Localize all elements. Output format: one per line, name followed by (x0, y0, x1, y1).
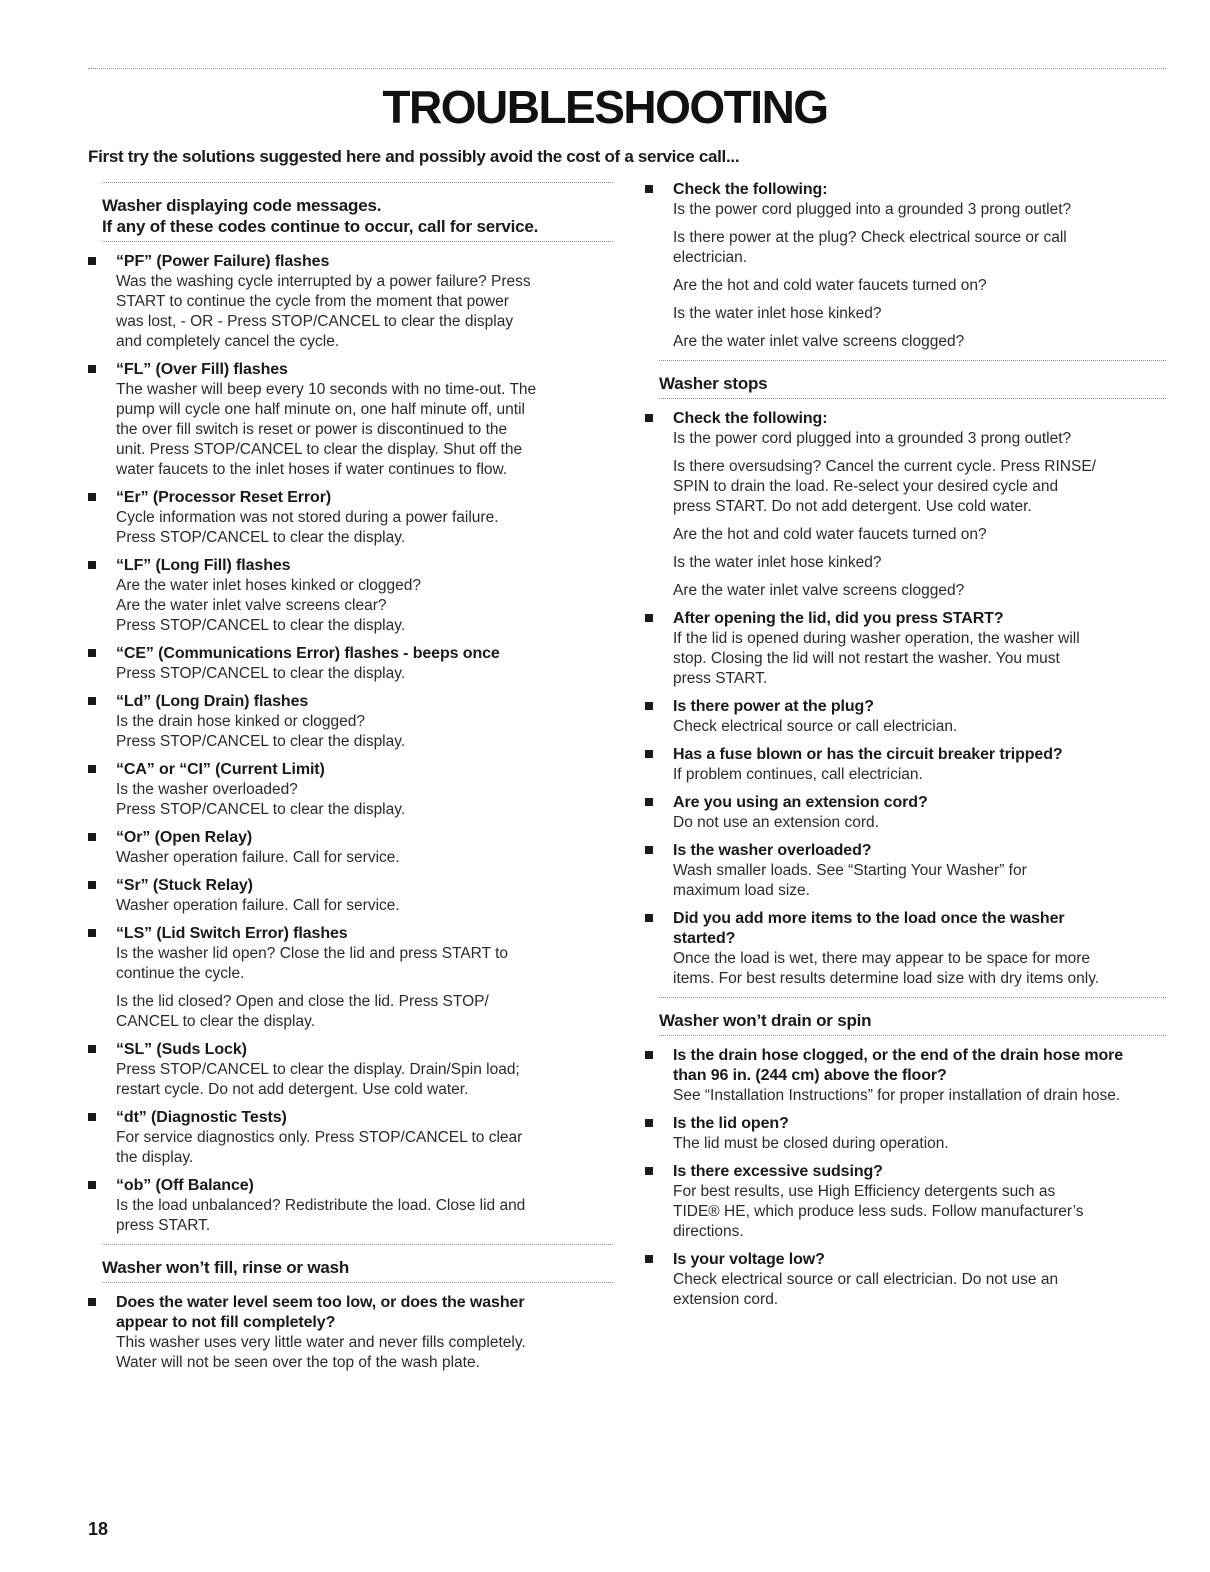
item-title: appear to not fill completely? (116, 1314, 336, 1331)
item-text-line: Is the washer lid open? Close the lid and press START to (116, 945, 509, 962)
section-heading: If any of these codes continue to occur, call for service. (102, 217, 539, 236)
item-paragraph (116, 780, 613, 820)
item-title: “Ld” (Long Drain) flashes (116, 693, 309, 710)
item-text-line: Is the power cord plugged into a grounded 3 prong outlet? (673, 201, 1072, 218)
item-text-line: START to continue the cycle from the moment that power (116, 293, 509, 310)
divider (659, 1035, 1166, 1036)
bullet-square-icon (88, 649, 96, 657)
item-text-line: Is the power cord plugged into a grounded 3 prong outlet? (673, 430, 1072, 447)
item-text-line: SPIN to drain the load. Re-select your desired cycle and (673, 478, 1059, 495)
left-column (88, 182, 613, 1381)
divider (659, 360, 1166, 361)
item-title: “Er” (Processor Reset Error) (116, 489, 332, 506)
item-paragraph (673, 1086, 1166, 1106)
item-paragraph (673, 861, 1166, 901)
item-text-line: water faucets to the inlet hoses if water continues to flow. (116, 461, 508, 478)
bullet-square-icon (88, 765, 96, 773)
item-text-line: For service diagnostics only. Press STOP/CANCEL to clear (116, 1129, 523, 1146)
list-item (645, 909, 1166, 989)
section-header (645, 997, 1166, 1036)
item-text-line: Are the water inlet hoses kinked or clogged? (116, 577, 422, 594)
item-text-line: For best results, use High Efficiency detergents such as (673, 1183, 1056, 1200)
item-paragraph (673, 304, 1166, 324)
section-heading: Washer stops (659, 374, 768, 393)
item-text-line: Is there oversudsing? Cancel the current cycle. Press RINSE/ (673, 458, 1096, 475)
item-text-line: Was the washing cycle interrupted by a power failure? Press (116, 273, 531, 290)
item-paragraph (673, 200, 1166, 220)
item-paragraph (116, 1128, 613, 1168)
item-text-line: Are the hot and cold water faucets turned on? (673, 526, 987, 543)
item-paragraph (673, 457, 1166, 517)
list-item (645, 697, 1166, 737)
list-item (88, 828, 613, 868)
item-paragraph (673, 1134, 1166, 1154)
bullet-square-icon (645, 1119, 653, 1127)
list-item (645, 180, 1166, 352)
item-text-line: maximum load size. (673, 882, 810, 899)
bullet-square-icon (88, 833, 96, 841)
divider (102, 1282, 613, 1283)
bullet-square-icon (88, 1045, 96, 1053)
item-text-line: Once the load is wet, there may appear to be space for more (673, 950, 1091, 967)
bullet-square-icon (645, 798, 653, 806)
divider (102, 182, 613, 183)
item-paragraph (116, 1333, 613, 1373)
bullet-square-icon (88, 561, 96, 569)
item-text-line: Water will not be seen over the top of the wash plate. (116, 1354, 480, 1371)
section-heading: Washer won’t drain or spin (659, 1011, 872, 1030)
page-number: 18 (88, 1519, 109, 1539)
list-item (88, 692, 613, 752)
bullet-square-icon (645, 750, 653, 758)
item-text-line: unit. Press STOP/CANCEL to clear the display. Shut off the (116, 441, 523, 458)
list-item (645, 745, 1166, 785)
item-title: Check the following: (673, 181, 828, 198)
bullet-square-icon (645, 1167, 653, 1175)
item-paragraph (673, 765, 1166, 785)
bullet-square-icon (645, 1051, 653, 1059)
list-item (88, 1293, 613, 1373)
list-item (645, 793, 1166, 833)
item-text-line: directions. (673, 1223, 744, 1240)
bullet-square-icon (88, 697, 96, 705)
item-text-line: Press STOP/CANCEL to clear the display. Drain/Spin load; (116, 1061, 520, 1078)
list-item (88, 252, 613, 352)
item-text-line: CANCEL to clear the display. (116, 1013, 316, 1030)
list-item (88, 876, 613, 916)
bullet-square-icon (88, 1181, 96, 1189)
item-text-line: press START. (116, 1217, 211, 1234)
divider (659, 997, 1166, 998)
item-title: “SL” (Suds Lock) (116, 1041, 247, 1058)
bullet-square-icon (645, 846, 653, 854)
item-paragraph (673, 228, 1166, 268)
item-text-line: If the lid is opened during washer operation, the washer will (673, 630, 1080, 647)
item-text-line: Are the water inlet valve screens clear? (116, 597, 387, 614)
item-text-line: stop. Closing the lid will not restart the washer. You must (673, 650, 1060, 667)
item-text-line: continue the cycle. (116, 965, 245, 982)
item-text-line: Press STOP/CANCEL to clear the display. (116, 617, 406, 634)
item-title: “Or” (Open Relay) (116, 829, 253, 846)
item-text-line: Press STOP/CANCEL to clear the display. (116, 801, 406, 818)
list-item (645, 409, 1166, 601)
item-title: Check the following: (673, 410, 828, 427)
list-item (645, 1114, 1166, 1154)
item-text-line: pump will cycle one half minute on, one half minute off, until (116, 401, 525, 418)
divider (102, 1244, 613, 1245)
item-text-line: Are the water inlet valve screens clogged? (673, 582, 965, 599)
item-text-line: Do not use an extension cord. (673, 814, 879, 831)
item-text-line: Check electrical source or call electrician. Do not use an (673, 1271, 1059, 1288)
bullet-square-icon (88, 365, 96, 373)
list-item (88, 1108, 613, 1168)
item-paragraph (673, 813, 1166, 833)
list-item (88, 1040, 613, 1100)
page-title: TROUBLESHOOTING (382, 81, 828, 133)
list-item (88, 556, 613, 636)
item-text-line: See “Installation Instructions” for proper installation of drain hose. (673, 1087, 1121, 1104)
item-text-line: Is the drain hose kinked or clogged? (116, 713, 366, 730)
item-paragraph (116, 664, 613, 684)
section-header (645, 360, 1166, 399)
section-heading: Washer displaying code messages. (102, 196, 382, 215)
item-paragraph (116, 896, 613, 916)
item-paragraph (116, 508, 613, 548)
bullet-square-icon (88, 1298, 96, 1306)
item-text-line: Is there power at the plug? Check electrical source or call (673, 229, 1067, 246)
bullet-square-icon (645, 414, 653, 422)
item-text-line: Press STOP/CANCEL to clear the display. (116, 529, 406, 546)
item-title: Is the lid open? (673, 1115, 789, 1132)
item-text-line: Are the hot and cold water faucets turned on? (673, 277, 987, 294)
right-column (645, 180, 1166, 1318)
top-rule (88, 68, 1166, 69)
item-text-line: Washer operation failure. Call for service. (116, 897, 400, 914)
item-paragraph (116, 712, 613, 752)
item-title: Does the water level seem too low, or does the washer (116, 1294, 525, 1311)
bullet-square-icon (88, 929, 96, 937)
bullet-square-icon (88, 881, 96, 889)
item-title: Is the drain hose clogged, or the end of the drain hose more (673, 1047, 1124, 1064)
item-title: than 96 in. (244 cm) above the floor? (673, 1067, 947, 1084)
list-item (88, 760, 613, 820)
bullet-square-icon (88, 493, 96, 501)
bullet-square-icon (645, 185, 653, 193)
item-paragraph (673, 276, 1166, 296)
item-text-line: items. For best results determine load size with dry items only. (673, 970, 1100, 987)
list-item (645, 841, 1166, 901)
list-item (645, 1250, 1166, 1310)
item-title: “LS” (Lid Switch Error) flashes (116, 925, 348, 942)
item-text-line: Are the water inlet valve screens clogged? (673, 333, 965, 350)
item-title: Are you using an extension cord? (673, 794, 928, 811)
item-paragraph (673, 629, 1166, 689)
item-text-line: Press STOP/CANCEL to clear the display. (116, 665, 406, 682)
bullet-square-icon (645, 614, 653, 622)
item-text-line: press START. Do not add detergent. Use cold water. (673, 498, 1032, 515)
item-title: “PF” (Power Failure) flashes (116, 253, 330, 270)
item-paragraph (673, 717, 1166, 737)
item-text-line: Is the washer overloaded? (116, 781, 298, 798)
bullet-square-icon (88, 257, 96, 265)
item-text-line: restart cycle. Do not add detergent. Use cold water. (116, 1081, 469, 1098)
item-title: Is your voltage low? (673, 1251, 825, 1268)
bullet-square-icon (645, 1255, 653, 1263)
item-text-line: The washer will beep every 10 seconds with no time-out. The (116, 381, 537, 398)
item-paragraph (673, 553, 1166, 573)
item-title: Is the washer overloaded? (673, 842, 872, 859)
item-paragraph (116, 380, 613, 480)
item-text-line: Is the water inlet hose kinked? (673, 305, 882, 322)
item-text-line: The lid must be closed during operation. (673, 1135, 949, 1152)
item-text-line: Is the water inlet hose kinked? (673, 554, 882, 571)
list-item (88, 1176, 613, 1236)
divider (102, 241, 613, 242)
item-title: “dt” (Diagnostic Tests) (116, 1109, 287, 1126)
list-item (88, 488, 613, 548)
item-text-line: press START. (673, 670, 768, 687)
item-title: “LF” (Long Fill) flashes (116, 557, 291, 574)
item-title: Did you add more items to the load once the washer (673, 910, 1065, 927)
item-text-line: Cycle information was not stored during a power failure. (116, 509, 499, 526)
item-title: Has a fuse blown or has the circuit breaker tripped? (673, 746, 1063, 763)
bullet-square-icon (88, 1113, 96, 1121)
item-paragraph (116, 1196, 613, 1236)
item-title: started? (673, 930, 736, 947)
item-title: “FL” (Over Fill) flashes (116, 361, 288, 378)
item-title: “CE” (Communications Error) flashes - beeps once (116, 645, 500, 662)
item-text-line: and completely cancel the cycle. (116, 333, 340, 350)
item-title: After opening the lid, did you press START? (673, 610, 1004, 627)
item-paragraph (116, 272, 613, 352)
list-item (645, 609, 1166, 689)
item-title: “CA” or “CI” (Current Limit) (116, 761, 325, 778)
item-text-line: TIDE® HE, which produce less suds. Follow manufacturer’s (673, 1203, 1084, 1220)
list-item (645, 1162, 1166, 1242)
item-paragraph (673, 1182, 1166, 1242)
item-paragraph (116, 1060, 613, 1100)
item-text-line: Is the lid closed? Open and close the lid. Press STOP/ (116, 993, 489, 1010)
item-text-line: Check electrical source or call electrician. (673, 718, 958, 735)
section-heading: Washer won’t fill, rinse or wash (102, 1258, 350, 1277)
item-title: Is there power at the plug? (673, 698, 874, 715)
item-paragraph (673, 581, 1166, 601)
item-title: “ob” (Off Balance) (116, 1177, 254, 1194)
item-text-line: Is the load unbalanced? Redistribute the load. Close lid and (116, 1197, 526, 1214)
item-text-line: the over fill switch is reset or power is discontinued to the (116, 421, 508, 438)
list-item (88, 644, 613, 684)
item-paragraph (116, 944, 613, 984)
section-header (88, 182, 613, 242)
intro-text: First try the solutions suggested here and possibly avoid the cost of a service call... (88, 147, 740, 166)
item-paragraph (116, 576, 613, 636)
item-text-line: extension cord. (673, 1291, 779, 1308)
bullet-square-icon (645, 702, 653, 710)
section-header (88, 1244, 613, 1283)
list-item (88, 360, 613, 480)
item-text-line: was lost, - OR - Press STOP/CANCEL to clear the display (116, 313, 514, 330)
item-title: Is there excessive sudsing? (673, 1163, 883, 1180)
item-text-line: Wash smaller loads. See “Starting Your Washer” for (673, 862, 1027, 879)
item-title: “Sr” (Stuck Relay) (116, 877, 253, 894)
list-item (88, 924, 613, 1032)
item-text-line: electrician. (673, 249, 748, 266)
item-text-line: This washer uses very little water and never fills completely. (116, 1334, 526, 1351)
item-paragraph (673, 429, 1166, 449)
item-text-line: If problem continues, call electrician. (673, 766, 923, 783)
item-paragraph (673, 332, 1166, 352)
item-paragraph (116, 992, 613, 1032)
item-paragraph (673, 1270, 1166, 1310)
item-text-line: Washer operation failure. Call for service. (116, 849, 400, 866)
item-paragraph (116, 848, 613, 868)
divider (659, 398, 1166, 399)
bullet-square-icon (645, 914, 653, 922)
item-text-line: the display. (116, 1149, 194, 1166)
item-paragraph (673, 525, 1166, 545)
list-item (645, 1046, 1166, 1106)
item-text-line: Press STOP/CANCEL to clear the display. (116, 733, 406, 750)
item-paragraph (673, 949, 1166, 989)
